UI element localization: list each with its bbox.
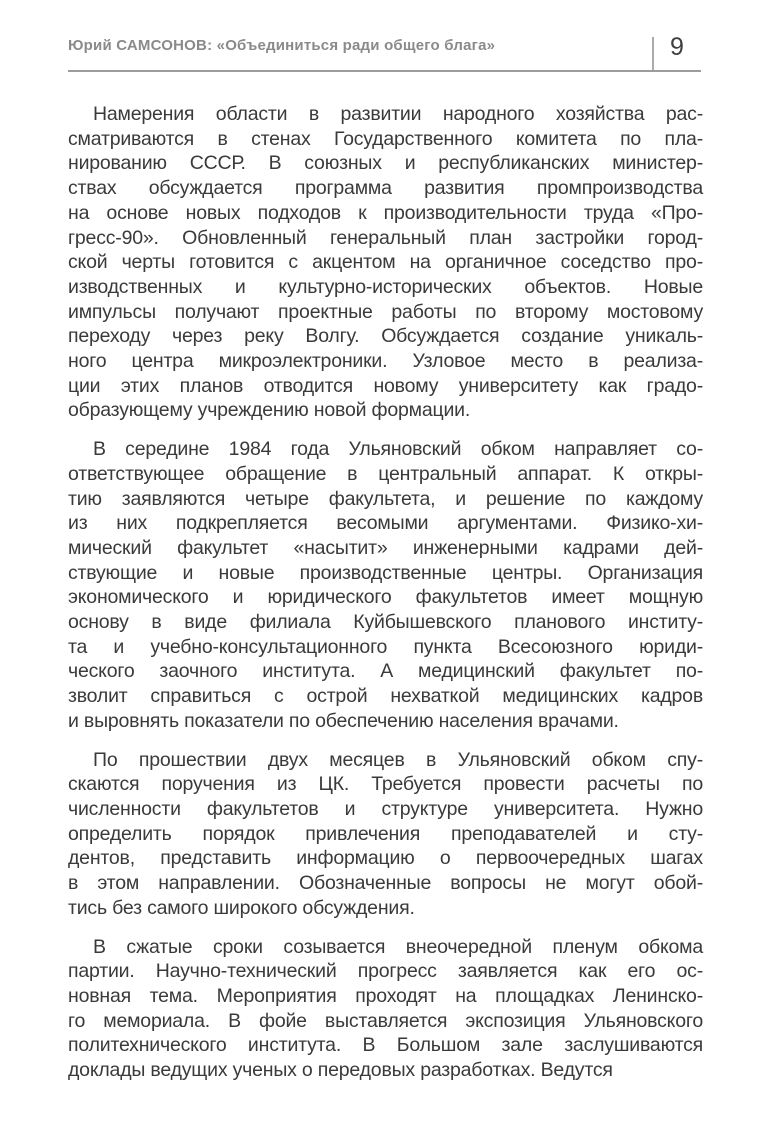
text-line: тию заявляются четыре факультета, и решение по каждому: [68, 487, 703, 510]
text-line: численности факультетов и структуре университета. Нужно: [68, 797, 703, 820]
text-line: ствах обсуждается программа развития промпроизводства: [68, 177, 703, 200]
text-line: на основе новых подходов к производительности труда «Про-: [68, 201, 703, 224]
text-line: зволит справиться с острой нехваткой медицинских кадров: [68, 685, 703, 708]
text-line: ции этих планов отводится новому университету как градо-: [68, 374, 703, 397]
paragraph: [68, 102, 703, 423]
text-line: ствующие и новые производственные центры. Организация: [68, 561, 703, 584]
page-number: 9: [670, 33, 684, 61]
text-line: ской черты готовится с акцентом на органичное соседство про-: [68, 251, 703, 274]
text-line: ответствующее обращение в центральный аппарат. К откры-: [68, 462, 703, 485]
text-line: тись без самого широкого обсуждения.: [68, 896, 415, 919]
header-rule: [68, 70, 701, 72]
text-line: В середине 1984 года Ульяновский обком направляет со-: [93, 438, 703, 461]
text-line: импульсы получают проектные работы по второму мостовому: [68, 300, 703, 323]
text-line: основу в виде филиала Куйбышевского планового институ-: [68, 611, 703, 634]
text-line: доклады ведущих ученых о передовых разработках. Ведутся: [68, 1059, 613, 1082]
paragraph: [68, 935, 703, 1083]
text-line: и выровнять показатели по обеспечению населения врачами.: [68, 709, 619, 732]
text-line: В сжатые сроки созывается внеочередной пленум обкома: [93, 935, 703, 958]
text-line: политехнического института. В Большом зале заслушиваются: [68, 1034, 703, 1057]
running-title: Юрий САМСОНОВ: «Объединиться ради общего блага»: [68, 37, 496, 54]
text-line: определить порядок привлечения преподавателей и сту-: [68, 822, 703, 845]
text-line: новная тема. Мероприятия проходят на площадках Ленинско-: [68, 984, 703, 1007]
text-line: По прошествии двух месяцев в Ульяновский обком спу-: [93, 748, 703, 771]
text-line: го мемориала. В фойе выставляется экспозиция Ульяновского: [68, 1009, 703, 1032]
text-line: партии. Научно-технический прогресс заявляется как его ос-: [68, 960, 703, 983]
text-line: ного центра микроэлектроники. Узловое место в реализа-: [68, 350, 703, 373]
paragraph: [68, 748, 703, 921]
text-line: та и учебно-консультационного пункта Всесоюзного юриди-: [68, 635, 703, 658]
paragraph: [68, 437, 703, 733]
text-line: в этом направлении. Обозначенные вопросы не могут обой-: [68, 872, 703, 895]
text-line: мический факультет «насытит» инженерными кадрами дей-: [68, 536, 703, 559]
text-line: нированию СССР. В союзных и республиканских министер-: [68, 152, 703, 175]
text-line: скаются поручения из ЦК. Требуется провести расчеты по: [68, 773, 703, 796]
text-line: гресс-90». Обновленный генеральный план застройки город-: [68, 226, 703, 249]
text-line: ческого заочного института. А медицинский факультет по-: [68, 660, 703, 683]
text-line: сматриваются в стенах Государственного комитета по пла-: [68, 127, 703, 150]
text-line: дентов, представить информацию о первоочередных шагах: [68, 847, 703, 870]
text-line: Намерения области в развитии народного хозяйства рас-: [93, 103, 703, 125]
text-line: изводственных и культурно-исторических объектов. Новые: [68, 275, 703, 298]
text-line: экономического и юридического факультетов имеет мощную: [68, 586, 703, 609]
text-line: из них подкрепляется весомыми аргументами. Физико-хи-: [68, 512, 703, 535]
text-line: переходу через реку Волгу. Обсуждается создание уникаль-: [68, 325, 703, 348]
body-text: [68, 102, 703, 1083]
text-line: образующему учреждению новой формации.: [68, 399, 471, 422]
